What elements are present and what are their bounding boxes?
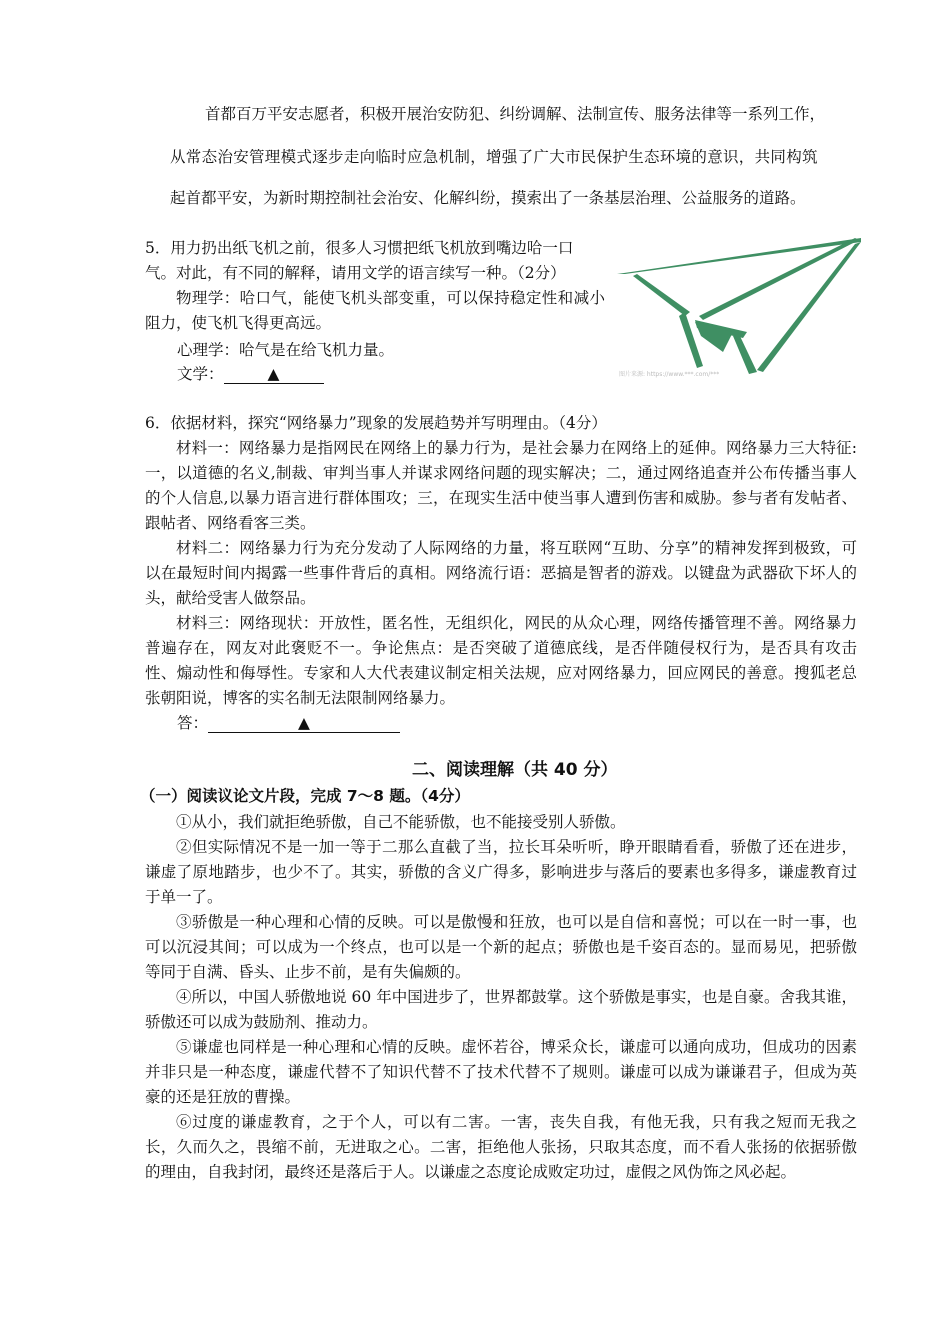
passage-paragraph-4: ④所以，中国人骄傲地说 60 年中国进步了，世界都鼓掌。这个骄傲是事实，也是自豪。舍我其谁，骄傲还可以成为鼓励剂、推动力。	[145, 988, 857, 1031]
q5-psychology-answer: 心理学：哈气是在给飞机力量。	[177, 341, 395, 359]
q5-physics-answer: 物理学：哈口气，能使飞机头部变重，可以保持稳定性和减小阻力，使飞机飞得更高远。	[145, 289, 605, 332]
q5-stem-line-1: 5．用力扔出纸飞机之前，很多人习惯把纸飞机放到嘴边哈一口	[145, 239, 574, 257]
q5-stem-line-2: 气。对此，有不同的解释，请用文学的语言续写一种。（2分）	[145, 264, 566, 282]
q6-answer-label: 答：	[177, 714, 209, 732]
q6-stem: 6．依据材料，探究“网络暴力”现象的发展趋势并写明理由。（4分）	[145, 414, 607, 432]
q6-material-3: 材料三：网络现状：开放性，匿名性，无组织化，网民的从众心理，网络传播管理不善。网络暴力普遍存在，网友对此褒贬不一。争论焦点：是否突破了道德底线，是否伴随侵权行为，是否具有攻击性、煽动性和侮辱性。专家和人大代表建议制定相关法规，应对网络暴力，回应网民的善意。搜狐老总张朝阳说，博客的实名制无法限制网络暴力。	[145, 614, 857, 707]
passage-paragraph-5: ⑤谦虚也同样是一种心理和心情的反映。虚怀若谷，博采众长，谦虚可以通向成功，但成功的因素并非只是一种态度，谦虚代替不了知识代替不了技术代替不了规则。谦虚可以成为谦谦君子，但成为英豪的还是狂放的曹操。	[145, 1038, 857, 1106]
q5-blank-mark: ▲	[267, 365, 280, 383]
paper-plane-illustration	[615, 236, 863, 382]
plane-wing-fold-2	[733, 334, 757, 374]
section-2-part-1-heading: （一）阅读议论文片段，完成 7～8 题。（4分）	[140, 787, 470, 805]
reading-passage	[145, 810, 857, 1185]
intro-line-1: 首都百万平安志愿者，积极开展治安防犯、纠纷调解、法制宣传、服务法律等一系列工作，	[205, 105, 826, 123]
plane-left-edge	[633, 274, 690, 316]
image-watermark: 图片来源: https://www.***.com/***	[619, 371, 720, 378]
passage-paragraph-2: ②但实际情况不是一加一等于二那么直截了当，拉长耳朵听听，睁开眼睛看看，骄傲了还在进步，谦虚了原地踏步，也少不了。其实，骄傲的含义广得多，影响进步与落后的要素也多得多，谦虚教育过于单一了。	[145, 838, 857, 906]
q6-materials	[145, 436, 857, 711]
passage-paragraph-3: ③骄傲是一种心理和心情的反映。可以是傲慢和狂放，也可以是自信和喜悦；可以在一时一事，也可以沉浸其间；可以成为一个终点，也可以是一个新的起点；骄傲也是千姿百态的。显而易见，把骄傲等同于自满、昏头、止步不前，是有失偏颇的。	[145, 913, 857, 981]
plane-underside	[679, 312, 703, 368]
q6-answer-line	[177, 713, 400, 733]
intro-line-3: 起首都平安，为新时期控制社会治安、化解纠纷，摸索出了一条基层治理、公益服务的道路。	[170, 189, 806, 207]
section-2-title: 二、阅读理解（共 40 分）	[412, 760, 618, 780]
passage-paragraph-1: ①从小，我们就拒绝骄傲，自己不能骄傲，也不能接受别人骄傲。	[176, 813, 626, 831]
q6-material-2: 材料二：网络暴力行为充分发动了人际网络的力量，将互联网“互助、分享”的精神发挥到极致，可以在最短时间内揭露一些事件背后的真相。网络流行语：恶搞是智者的游戏。以键盘为武器砍下坏人的头，献给受害人做祭品。	[145, 539, 857, 607]
passage-paragraph-6: ⑥过度的谦虚教育，之于个人，可以有二害。一害，丧失自我，有他无我，只有我之短而无我之长，久而久之，畏缩不前，无进取之心。二害，拒绝他人张扬，只取其态度，而不看人张扬的依据骄傲的理由，自我封闭，最终还是落后于人。以谦虚之态度论成败定功过，虚假之风伪饰之风必起。	[145, 1113, 857, 1181]
q5-literature-line	[177, 364, 324, 384]
q5-literature-label: 文学：	[177, 365, 224, 383]
q5-answer-blank[interactable]	[224, 365, 324, 384]
q6-answer-blank[interactable]	[208, 714, 400, 733]
intro-line-2: 从常态治安管理模式逐步走向临时应急机制，增强了广大市民保护生态环境的意识，共同构筑	[170, 148, 818, 166]
q6-material-1: 材料一：网络暴力是指网民在网络上的暴力行为，是社会暴力在网络上的延伸。网络暴力三大特征:一，以道德的名义,制裁、审判当事人并谋求网络问题的现实解决；二，通过网络追查并公布传播当事人的个人信息,以暴力语言进行群体围攻；三，在现实生活中使当事人遭到伤害和威胁。参与者有发帖者、跟帖者、网络看客三类。	[145, 439, 857, 532]
q6-blank-mark: ▲	[298, 714, 310, 732]
